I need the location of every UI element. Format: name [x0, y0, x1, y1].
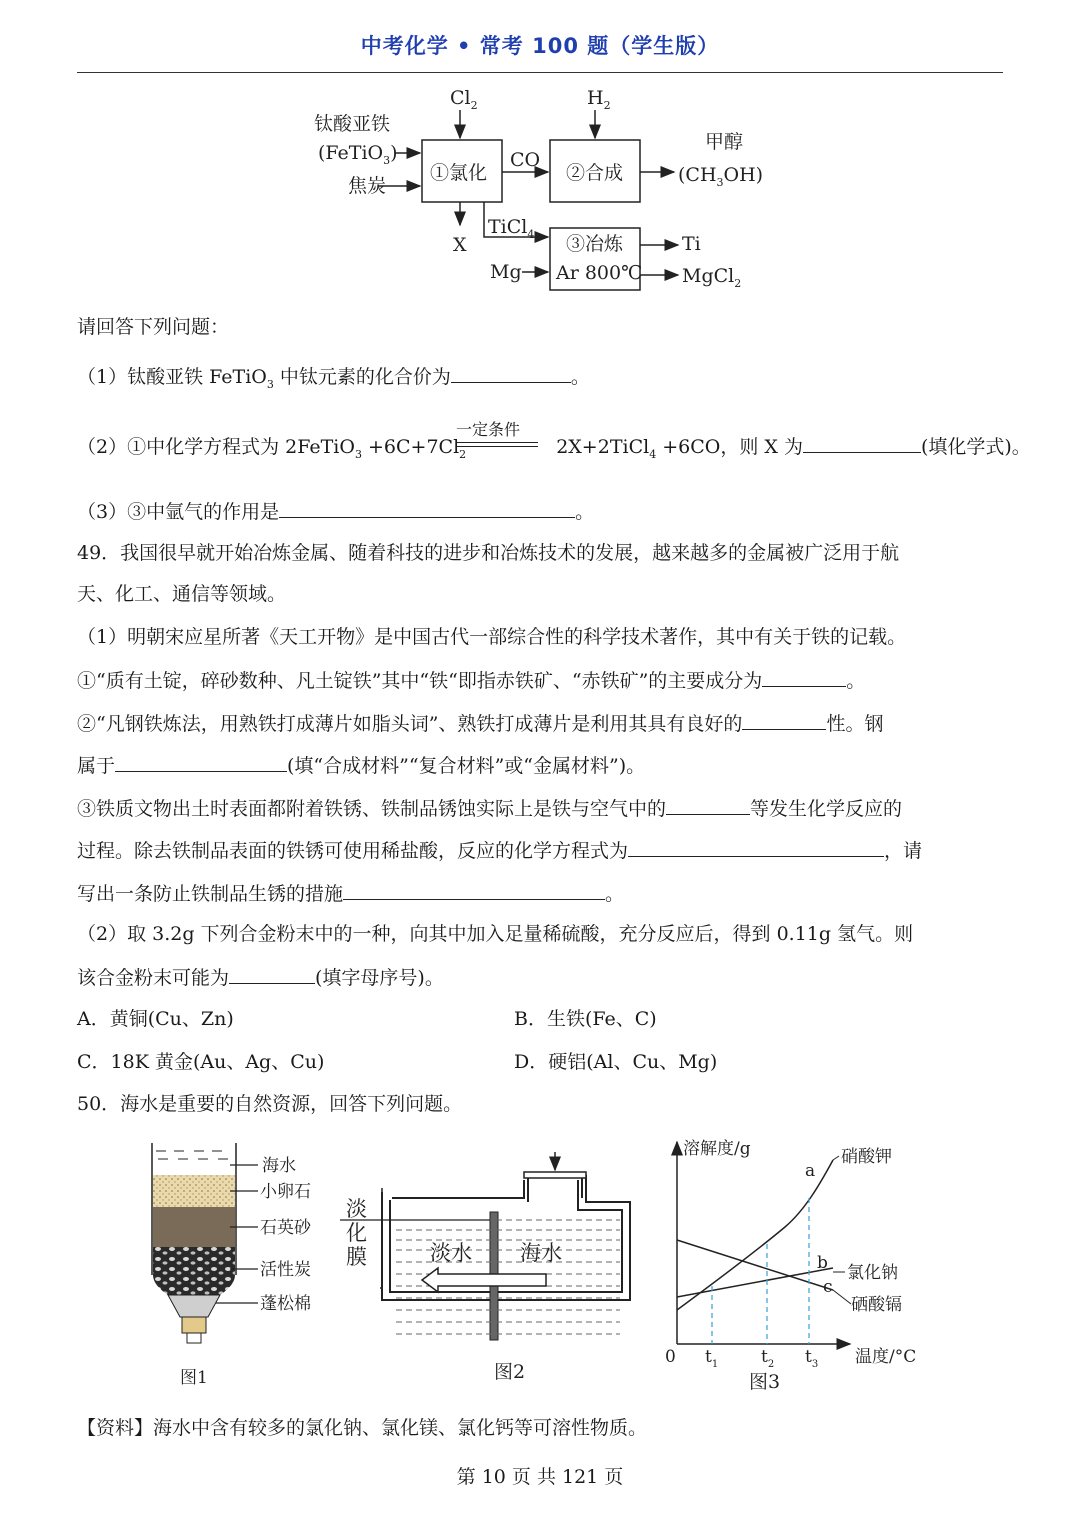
flow-cl2: $Cl_2$	[450, 87, 478, 112]
q49-line3: （1）明朝宋应星所著《天工开物》是中国古代一部综合性的科学技术著作，其中有关于铁的记载。	[77, 626, 907, 648]
fig3-xlabel: 温度/°C	[855, 1347, 917, 1367]
answer-blank[interactable]	[343, 879, 605, 900]
flow-input-formula: (FeTiO$_3$)	[318, 142, 398, 167]
fig3-curve-a: a	[805, 1161, 816, 1181]
header-divider	[77, 72, 1003, 73]
fig3-curve-c-name: 硒酸镉	[851, 1295, 902, 1315]
flow-co-label: CO	[510, 149, 541, 171]
q49-line2: 天、化工、通信等领域。	[77, 583, 287, 605]
answer-blank[interactable]	[628, 836, 884, 857]
q48-part1: （1）钛酸亚铁 FeTiO$_3$ 中钛元素的化合价为 。	[77, 362, 1003, 398]
flow-product-formula: $(CH_3OH)$	[678, 164, 764, 189]
fig1-label-pebbles: 小卵石	[260, 1182, 311, 1202]
option-b[interactable]: B．生铁(Fe、C)	[514, 1008, 657, 1030]
flow-ti-label: Ti	[682, 233, 701, 255]
q49-line1: 49．我国很早就开始冶炼金属、随着科技的进步和冶炼技术的发展，越来越多的金属被广泛用于航	[77, 542, 900, 564]
page-footer: 第 10 页 共 121 页	[456, 1466, 624, 1488]
q49-line7: ③铁质文物出土时表面都附着铁锈、铁制品锈蚀实际上是铁与空气中的 等发生化学反应的	[77, 794, 1003, 822]
fig3-curve-c: c	[823, 1277, 833, 1297]
flow-input-coke: 焦炭	[348, 175, 387, 197]
fig3-tick-t1: $t_1$	[705, 1347, 719, 1370]
fig2-caption: 图2	[494, 1361, 526, 1383]
option-d[interactable]: D．硬铝(Al、Cu、Mg)	[514, 1051, 718, 1073]
q50-line1: 50．海水是重要的自然资源，回答下列问题。	[77, 1093, 463, 1115]
q49-line8: 过程。除去铁制品表面的铁锈可使用稀盐酸，反应的化学方程式为 ，请	[77, 836, 1003, 864]
flow-x-label: X	[453, 234, 467, 256]
flow-input-name: 钛酸亚铁	[314, 113, 391, 135]
fig3-ylabel: 溶解度/g	[683, 1139, 751, 1159]
flow-box1-label: ①氯化	[430, 162, 488, 184]
fig2-membrane-label-3: 膜	[346, 1245, 367, 1269]
q48-part3: （3）③中氩气的作用是 。	[77, 497, 1003, 525]
fig3-caption: 图3	[749, 1371, 781, 1393]
q49-line11: 该合金粉末可能为 (填字母序号)。	[77, 963, 1003, 991]
fig3-origin: 0	[665, 1347, 676, 1367]
answer-blank[interactable]	[229, 963, 315, 984]
q48-intro: 请回答下列问题：	[77, 316, 230, 338]
fig3-curve-a-name: 硝酸钾	[841, 1147, 892, 1167]
answer-blank[interactable]	[451, 362, 571, 383]
q48-reaction-condition: 一定条件	[456, 420, 521, 439]
q50-resource-note: 【资料】海水中含有较多的氯化钠、氯化镁、氯化钙等可溶性物质。	[77, 1417, 648, 1439]
fig3-tick-t2: $t_2$	[761, 1347, 775, 1370]
figure1-water-filter	[140, 1135, 340, 1395]
q48-part2: （2）①中化学方程式为 2FeTiO$_3$ $+6C+7Cl_2$ 2X+2TiCl$_4$ +6CO，则 X 为 (填化学式)。	[77, 432, 1003, 468]
flow-mg-label: Mg	[490, 261, 522, 283]
figure3-solubility-chart	[655, 1132, 945, 1402]
answer-blank[interactable]	[115, 751, 287, 772]
fig3-curve-b-name: 氯化钠	[847, 1263, 898, 1283]
flow-box3-line2: Ar 800℃	[556, 262, 643, 284]
fig2-membrane-label-2: 化	[346, 1221, 367, 1245]
answer-blank[interactable]	[666, 794, 750, 815]
fig1-caption: 图1	[180, 1368, 208, 1388]
q49-line5: ②“凡钢铁炼法，用熟铁打成薄片如脂头词”、熟铁打成薄片是利用其具有良好的 性。钢	[77, 709, 1003, 737]
option-a[interactable]: A．黄铜(Cu、Zn)	[77, 1008, 234, 1030]
process-flow-diagram	[300, 80, 780, 295]
flow-product-name: 甲醇	[705, 131, 744, 153]
fig2-membrane-label-1: 淡	[346, 1197, 367, 1221]
fig1-label-cotton: 蓬松棉	[260, 1294, 311, 1314]
q49-line10: （2）取 3.2g 下列合金粉末中的一种，向其中加入足量稀硫酸，充分反应后，得到 0.11g 氢气。则	[77, 923, 914, 945]
answer-blank[interactable]	[762, 666, 846, 687]
q49-line9: 写出一条防止铁制品生锈的措施 。	[77, 879, 1003, 907]
q49-line4: ①“质有土锭，碎砂数种、凡土锭铁”其中“铁“即指赤铁矿、“赤铁矿”的主要成分为 。	[77, 666, 1003, 694]
fig1-label-activated-carbon: 活性炭	[260, 1260, 311, 1280]
fig1-label-seawater: 海水	[262, 1156, 296, 1176]
fig3-curve-b: b	[817, 1253, 828, 1273]
flow-mgcl2-label: MgCl$_2$	[682, 265, 742, 290]
q49-line6: 属于 (填“合成材料”“复合材料”或“金属材料”)。	[77, 751, 1003, 779]
fig2-seawater: 海水	[520, 1241, 562, 1265]
answer-blank[interactable]	[803, 432, 921, 453]
flow-box3-line1: ③冶炼	[566, 233, 624, 255]
figure2-desalination	[340, 1150, 640, 1390]
flow-box2-label: ②合成	[566, 162, 624, 184]
fig1-label-quartz-sand: 石英砂	[260, 1218, 311, 1238]
answer-blank[interactable]	[279, 497, 575, 518]
flow-h2: $H_2$	[587, 87, 611, 112]
answer-blank[interactable]	[742, 709, 826, 730]
fig2-fresh-water: 淡水	[430, 1241, 472, 1265]
page-header-title: 中考化学 • 常考 100 题（学生版）	[360, 34, 720, 58]
fig3-tick-t3: $t_3$	[805, 1347, 819, 1370]
flow-ticl4-label: TiCl$_4$	[488, 216, 535, 241]
option-c[interactable]: C．18K 黄金(Au、Ag、Cu)	[77, 1051, 325, 1073]
